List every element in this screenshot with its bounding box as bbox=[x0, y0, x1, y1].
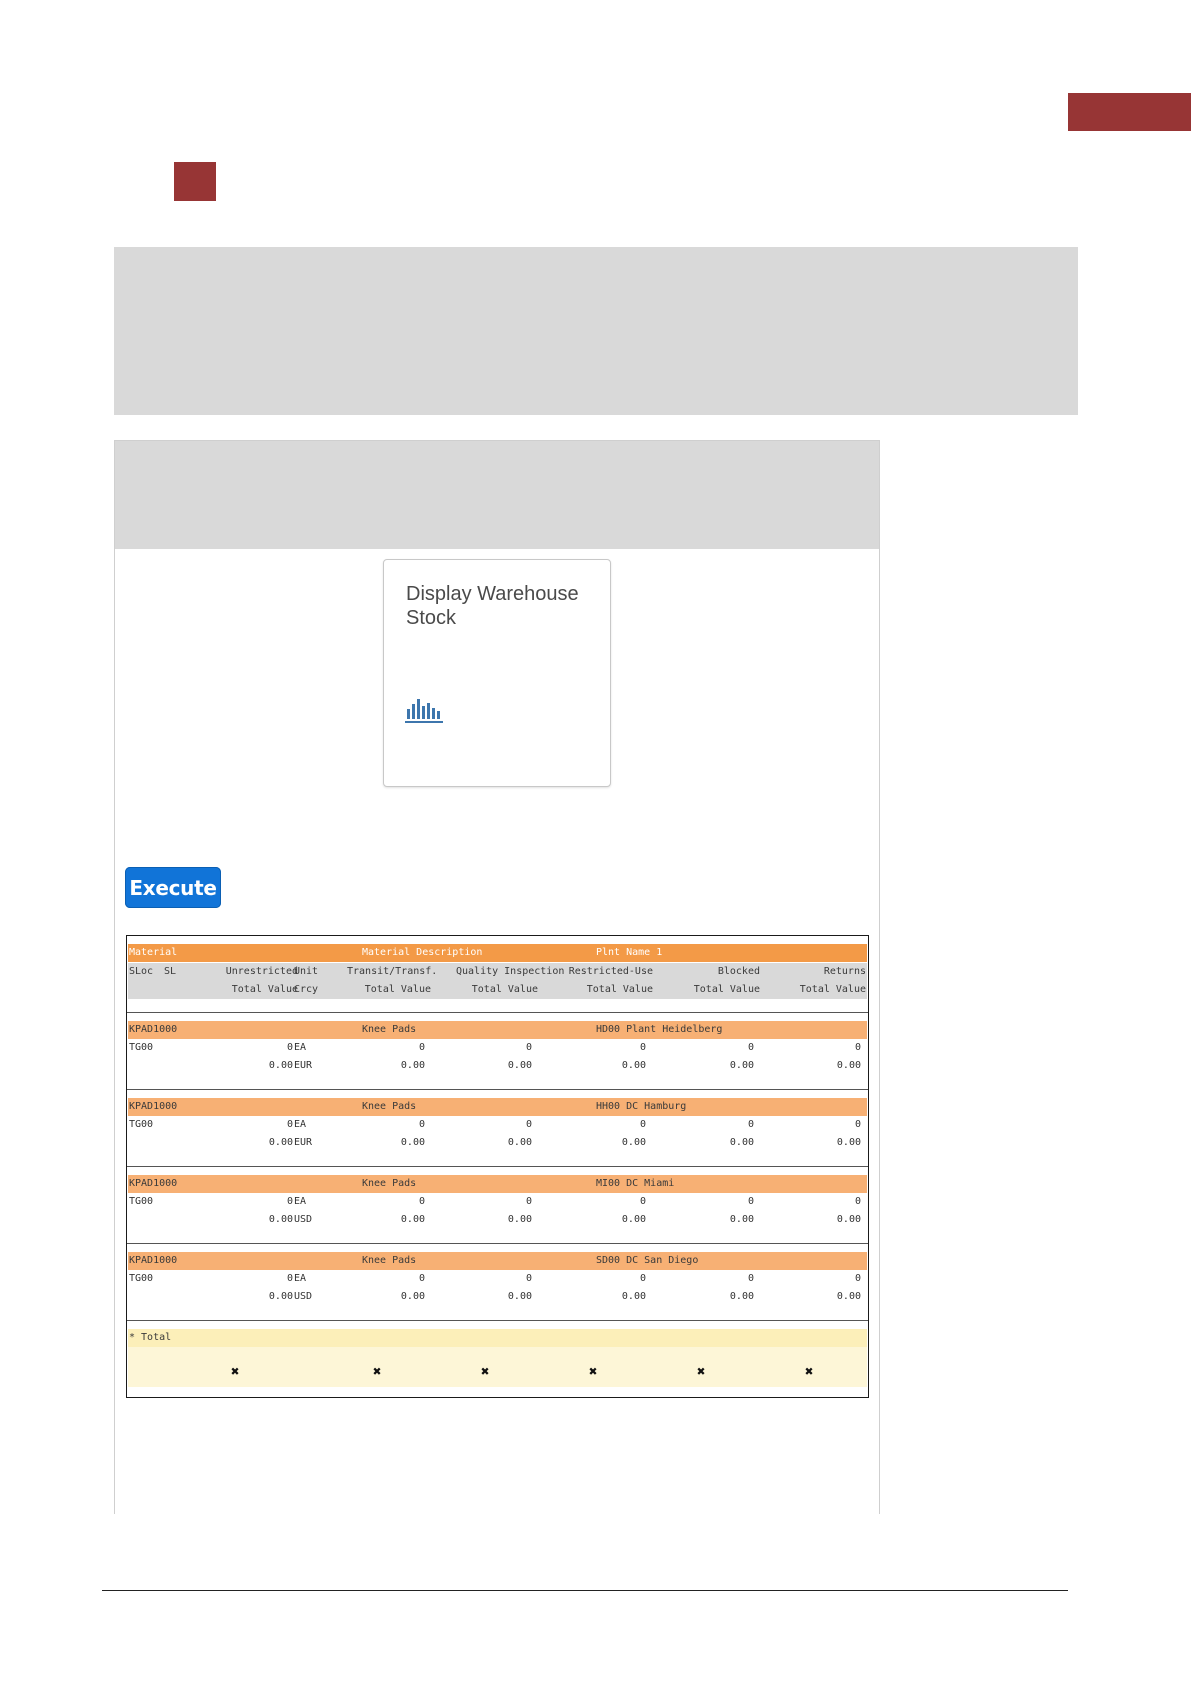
returns-value: 0.00 bbox=[836, 1060, 861, 1071]
header-unrestricted: Unrestricted bbox=[225, 966, 298, 977]
restricted-total-icon: ✖ bbox=[589, 1364, 598, 1380]
header-material-description: Material Description bbox=[362, 947, 483, 958]
currency: USD bbox=[294, 1291, 313, 1302]
plant-name: HH00 DC Hamburg bbox=[596, 1101, 687, 1112]
tile-title: Display Warehouse Stock bbox=[406, 583, 579, 629]
row-separator bbox=[127, 1320, 868, 1321]
transit-qty: 0 bbox=[418, 1196, 425, 1207]
restricted-qty: 0 bbox=[639, 1196, 646, 1207]
display-warehouse-stock-tile[interactable] bbox=[383, 559, 611, 787]
quantity-row bbox=[128, 1116, 867, 1134]
transit-value: 0.00 bbox=[400, 1214, 425, 1225]
currency: USD bbox=[294, 1214, 313, 1225]
header-total-value: Total Value bbox=[586, 984, 653, 995]
unrestricted-qty: 0 bbox=[286, 1119, 293, 1130]
storage-location: TG00 bbox=[129, 1042, 154, 1053]
header-sloc: SLoc bbox=[129, 966, 154, 977]
material-row bbox=[128, 1252, 867, 1270]
restricted-value: 0.00 bbox=[621, 1214, 646, 1225]
info-banner bbox=[114, 247, 1078, 415]
header-returns: Returns bbox=[823, 966, 866, 977]
value-row bbox=[128, 1134, 867, 1152]
blocked-qty: 0 bbox=[747, 1042, 754, 1053]
blocked-value: 0.00 bbox=[729, 1291, 754, 1302]
restricted-qty: 0 bbox=[639, 1119, 646, 1130]
material-id: KPAD1000 bbox=[129, 1101, 178, 1112]
material-id: KPAD1000 bbox=[129, 1178, 178, 1189]
quantity-row bbox=[128, 1039, 867, 1057]
bar-chart-icon bbox=[405, 697, 443, 727]
quality-qty: 0 bbox=[525, 1273, 532, 1284]
currency: EUR bbox=[294, 1137, 313, 1148]
material-description: Knee Pads bbox=[362, 1101, 417, 1112]
returns-qty: 0 bbox=[854, 1196, 861, 1207]
header-total-value: Total Value bbox=[799, 984, 866, 995]
panel-header bbox=[115, 441, 879, 549]
unrestricted-value: 0.00 bbox=[268, 1214, 293, 1225]
total-values-row bbox=[128, 1347, 867, 1387]
blocked-value: 0.00 bbox=[729, 1060, 754, 1071]
quality-qty: 0 bbox=[525, 1042, 532, 1053]
transit-value: 0.00 bbox=[400, 1137, 425, 1148]
restricted-qty: 0 bbox=[639, 1273, 646, 1284]
value-row bbox=[128, 1288, 867, 1306]
returns-value: 0.00 bbox=[836, 1214, 861, 1225]
restricted-value: 0.00 bbox=[621, 1060, 646, 1071]
returns-qty: 0 bbox=[854, 1119, 861, 1130]
returns-qty: 0 bbox=[854, 1042, 861, 1053]
report-header-row bbox=[128, 944, 867, 962]
quality-value: 0.00 bbox=[507, 1291, 532, 1302]
header-blocked: Blocked bbox=[717, 966, 760, 977]
material-description: Knee Pads bbox=[362, 1178, 417, 1189]
unrestricted-qty: 0 bbox=[286, 1196, 293, 1207]
value-row bbox=[128, 1211, 867, 1229]
quality-qty: 0 bbox=[525, 1119, 532, 1130]
plant-name: MI00 DC Miami bbox=[596, 1178, 675, 1189]
content-panel bbox=[114, 440, 880, 1514]
total-label: * Total bbox=[129, 1332, 172, 1343]
header-total-value: Total Value bbox=[693, 984, 760, 995]
blocked-total-icon: ✖ bbox=[697, 1364, 706, 1380]
unrestricted-total-icon: ✖ bbox=[231, 1364, 240, 1380]
transit-value: 0.00 bbox=[400, 1291, 425, 1302]
report-header-row bbox=[128, 981, 867, 999]
unrestricted-qty: 0 bbox=[286, 1273, 293, 1284]
row-separator bbox=[127, 1012, 868, 1013]
quality-value: 0.00 bbox=[507, 1214, 532, 1225]
transit-qty: 0 bbox=[418, 1119, 425, 1130]
header-sl: SL bbox=[164, 966, 177, 977]
transit-qty: 0 bbox=[418, 1042, 425, 1053]
unit: EA bbox=[294, 1042, 307, 1053]
material-description: Knee Pads bbox=[362, 1024, 417, 1035]
blocked-value: 0.00 bbox=[729, 1137, 754, 1148]
storage-location: TG00 bbox=[129, 1273, 154, 1284]
material-row bbox=[128, 1098, 867, 1116]
unrestricted-value: 0.00 bbox=[268, 1291, 293, 1302]
unrestricted-value: 0.00 bbox=[268, 1060, 293, 1071]
blocked-qty: 0 bbox=[747, 1273, 754, 1284]
unit: EA bbox=[294, 1119, 307, 1130]
currency: EUR bbox=[294, 1060, 313, 1071]
header-total-value: Total Value bbox=[364, 984, 431, 995]
plant-name: SD00 DC San Diego bbox=[596, 1255, 699, 1266]
quantity-row bbox=[128, 1270, 867, 1288]
header-total-value: Total Value bbox=[231, 984, 298, 995]
transit-qty: 0 bbox=[418, 1273, 425, 1284]
plant-name: HD00 Plant Heidelberg bbox=[596, 1024, 723, 1035]
accent-square bbox=[174, 162, 216, 201]
header-accent-tab bbox=[1068, 93, 1191, 131]
execute-button[interactable]: Execute bbox=[125, 867, 221, 908]
blocked-qty: 0 bbox=[747, 1119, 754, 1130]
report-header-row bbox=[128, 963, 867, 981]
restricted-value: 0.00 bbox=[621, 1137, 646, 1148]
quality-value: 0.00 bbox=[507, 1137, 532, 1148]
unit: EA bbox=[294, 1196, 307, 1207]
returns-value: 0.00 bbox=[836, 1137, 861, 1148]
restricted-value: 0.00 bbox=[621, 1291, 646, 1302]
material-id: KPAD1000 bbox=[129, 1024, 178, 1035]
quality-total-icon: ✖ bbox=[481, 1364, 490, 1380]
header-transit: Transit/Transf. bbox=[347, 966, 438, 977]
restricted-qty: 0 bbox=[639, 1042, 646, 1053]
header-material: Material bbox=[129, 947, 178, 958]
storage-location: TG00 bbox=[129, 1119, 154, 1130]
blocked-qty: 0 bbox=[747, 1196, 754, 1207]
stock-report bbox=[126, 935, 869, 1398]
quality-qty: 0 bbox=[525, 1196, 532, 1207]
blocked-value: 0.00 bbox=[729, 1214, 754, 1225]
row-separator bbox=[127, 1166, 868, 1167]
footer-divider bbox=[102, 1590, 1068, 1591]
quantity-row bbox=[128, 1193, 867, 1211]
returns-total-icon: ✖ bbox=[805, 1364, 814, 1380]
total-row bbox=[128, 1329, 867, 1347]
returns-qty: 0 bbox=[854, 1273, 861, 1284]
header-plant-name: Plnt Name 1 bbox=[596, 947, 663, 958]
unit: EA bbox=[294, 1273, 307, 1284]
header-currency: Crcy bbox=[294, 984, 319, 995]
material-description: Knee Pads bbox=[362, 1255, 417, 1266]
returns-value: 0.00 bbox=[836, 1291, 861, 1302]
value-row bbox=[128, 1057, 867, 1075]
transit-total-icon: ✖ bbox=[373, 1364, 382, 1380]
header-unit: Unit bbox=[294, 966, 319, 977]
header-restricted-use: Restricted-Use bbox=[568, 966, 653, 977]
material-row bbox=[128, 1021, 867, 1039]
quality-value: 0.00 bbox=[507, 1060, 532, 1071]
row-separator bbox=[127, 1243, 868, 1244]
material-row bbox=[128, 1175, 867, 1193]
row-separator bbox=[127, 1089, 868, 1090]
storage-location: TG00 bbox=[129, 1196, 154, 1207]
unrestricted-qty: 0 bbox=[286, 1042, 293, 1053]
header-total-value: Total Value bbox=[471, 984, 538, 995]
header-quality-inspection: Quality Inspection bbox=[456, 966, 565, 977]
unrestricted-value: 0.00 bbox=[268, 1137, 293, 1148]
material-id: KPAD1000 bbox=[129, 1255, 178, 1266]
transit-value: 0.00 bbox=[400, 1060, 425, 1071]
